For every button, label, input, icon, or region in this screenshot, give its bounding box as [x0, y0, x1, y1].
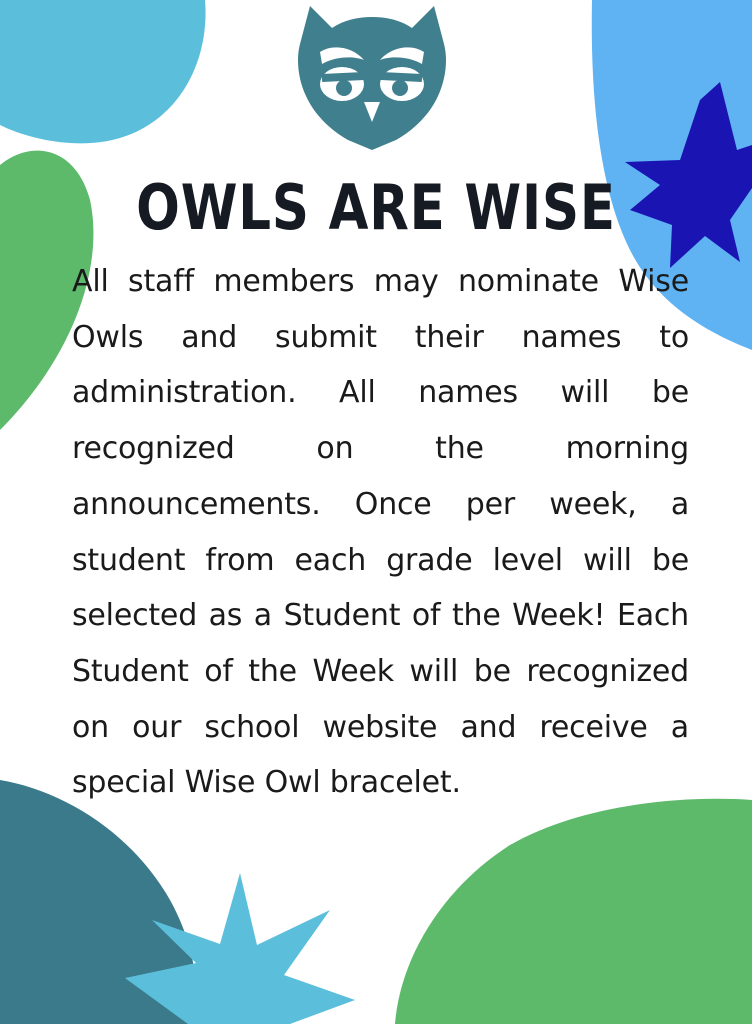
owl-head-icon: [292, 4, 452, 152]
flyer-body-text: All staff members may nominate Wise Owls and submit their names to administration. All names will be recognized on the morning announcements. Once per week, a student from each grade level will be selected as a Student of the Week! Each Student of the Week will be recognized on our school website and receive a special Wise Owl bracelet.: [72, 264, 689, 801]
top-left-blue-blob: [0, 0, 206, 143]
bottom-right-green-blob: [395, 799, 752, 1024]
flyer-title: OWLS ARE WISE: [136, 171, 616, 244]
